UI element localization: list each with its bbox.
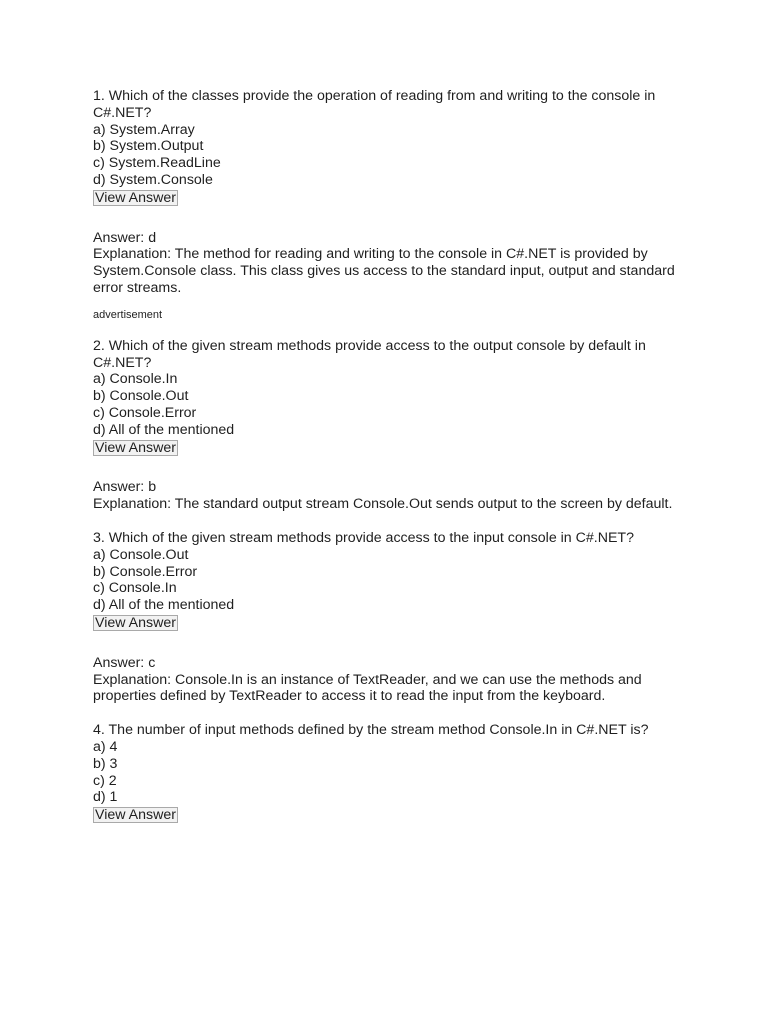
question-1-option-d: d) System.Console <box>93 171 213 188</box>
question-1-view-answer-button[interactable]: View Answer <box>95 189 176 206</box>
question-1 <box>93 88 683 207</box>
question-1-option-b: b) System.Output <box>93 138 204 155</box>
question-2-option-d: d) All of the mentioned <box>93 421 235 438</box>
question-1-option-a: a) System.Array <box>93 121 195 138</box>
question-3-option-a: a) Console.Out <box>93 546 189 563</box>
question-2-option-b: b) Console.Out <box>93 388 189 405</box>
answer-1-explanation: Explanation: The method for reading and writing to the console in C#.NET is provided by System.Console class. This class gives us access to the standard input, output and standard error streams. <box>93 246 675 296</box>
question-4-option-a: a) 4 <box>93 738 118 755</box>
question-4-option-c: c) 2 <box>93 772 117 789</box>
advertisement-label: advertisement <box>93 308 163 321</box>
question-4 <box>93 722 683 824</box>
answer-2-explanation: Explanation: The standard output stream Console.Out sends output to the screen by default. <box>93 496 673 513</box>
question-2-text: 2. Which of the given stream methods provide access to the output console by default in C#.NET? <box>93 337 646 371</box>
answer-3-label: Answer: c <box>93 654 156 671</box>
question-2 <box>93 338 683 457</box>
question-4-option-b: b) 3 <box>93 755 118 772</box>
question-3-option-b: b) Console.Error <box>93 563 198 580</box>
question-1-text: 1. Which of the classes provide the operation of reading from and writing to the console in C#.NET? <box>93 88 656 121</box>
question-3-view-answer-button[interactable]: View Answer <box>95 614 176 631</box>
question-3-option-c: c) Console.In <box>93 580 177 597</box>
question-2-option-c: c) Console.Error <box>93 404 197 421</box>
question-3 <box>93 530 683 632</box>
question-4-view-answer-button[interactable]: View Answer <box>95 807 176 824</box>
answer-2-label: Answer: b <box>93 479 157 496</box>
answer-1-label: Answer: d <box>93 229 157 246</box>
quiz-page <box>93 88 683 824</box>
question-2-view-answer-button[interactable]: View Answer <box>95 439 176 456</box>
answer-3-explanation: Explanation: Console.In is an instance of TextReader, and we can use the methods and properties defined by TextReader to access it to read the input from the keyboard. <box>93 671 642 705</box>
question-2-option-a: a) Console.In <box>93 371 178 388</box>
question-1-option-c: c) System.ReadLine <box>93 155 221 172</box>
answer-1 <box>93 230 683 297</box>
question-4-text: 4. The number of input methods defined by the stream method Console.In in C#.NET is? <box>93 722 649 739</box>
question-3-text: 3. Which of the given stream methods provide access to the input console in C#.NET? <box>93 529 634 546</box>
answer-2 <box>93 479 683 513</box>
question-3-option-d: d) All of the mentioned <box>93 597 235 614</box>
question-4-option-d: d) 1 <box>93 789 118 806</box>
answer-3 <box>93 655 683 705</box>
